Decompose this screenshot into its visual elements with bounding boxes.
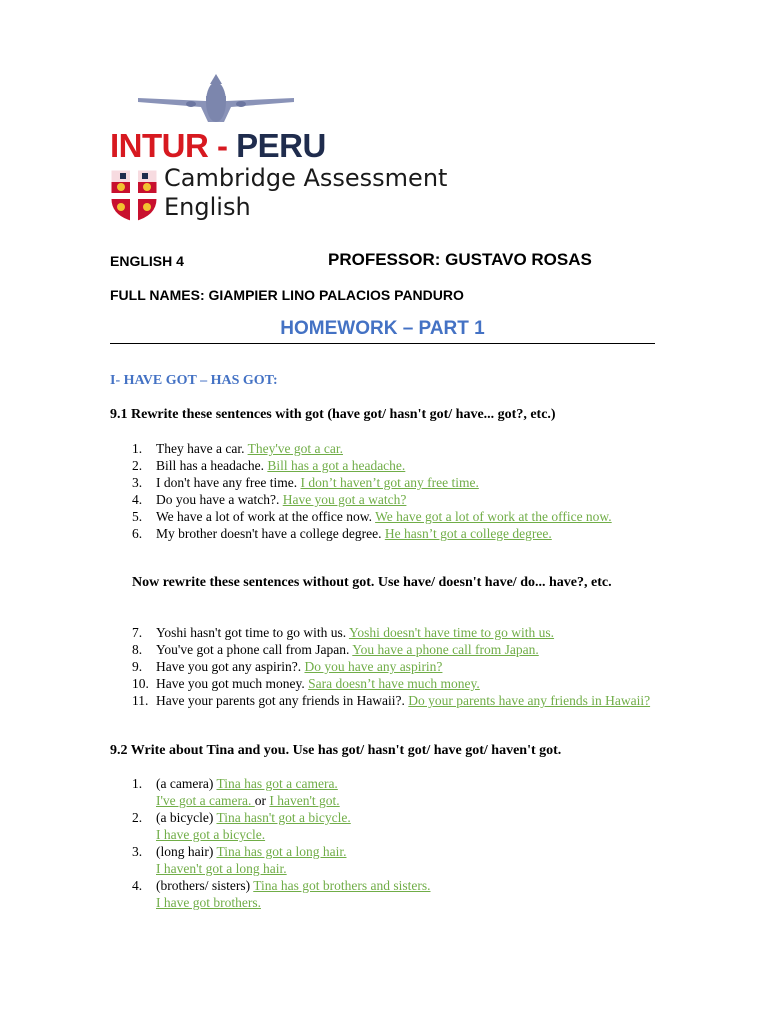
item-number: 10.: [132, 676, 149, 691]
item-answer: Tina has got a long hair.: [216, 844, 347, 859]
list-item: [110, 843, 656, 877]
list-item: [110, 692, 656, 709]
list-item: [110, 491, 656, 508]
item-number: 2.: [132, 458, 143, 473]
item-answer: He hasn’t got a college degree.: [384, 526, 552, 541]
list-item: [110, 525, 656, 542]
item-answer: You have a phone call from Japan.: [352, 642, 539, 657]
item-prompt: I don't have any free time.: [156, 475, 301, 490]
item-prompt: (long hair): [156, 844, 217, 859]
item-prompt: You've got a phone call from Japan.: [156, 642, 353, 657]
list-item: [110, 508, 656, 525]
intur-peru-wordmark: INTUR - PERU: [110, 127, 326, 164]
item-prompt: They have a car.: [156, 441, 248, 456]
item-answer-second: I have got a bicycle.: [156, 827, 266, 842]
item-number: 4.: [132, 878, 143, 893]
divider: [110, 343, 655, 344]
item-answer-second: I've got a camera.: [156, 793, 255, 808]
exercise-list-1: [110, 440, 656, 542]
item-prompt: Have you got much money.: [156, 676, 309, 691]
exercise-list-3: [110, 775, 656, 911]
item-answer: Do your parents have any friends in Hawaii?: [408, 693, 651, 708]
list-item: [110, 877, 656, 911]
item-prompt: Do you have a watch?.: [156, 492, 283, 507]
item-prompt: Yoshi hasn't got time to go with us.: [156, 625, 349, 640]
item-number: 5.: [132, 509, 143, 524]
item-number: 1.: [132, 441, 143, 456]
item-answer: Yoshi doesn't have time to go with us.: [348, 625, 555, 640]
item-answer-second: I haven't got a long hair.: [156, 861, 287, 876]
list-item: [110, 809, 656, 843]
item-prompt: (a camera): [156, 776, 217, 791]
item-answer: Do you have any aspirin?: [304, 659, 443, 674]
student-full-names: FULL NAMES: GIAMPIER LINO PALACIOS PANDURO: [110, 287, 464, 303]
item-answer: Have you got a watch?: [282, 492, 407, 507]
cambridge-wordmark: Cambridge Assessment English: [164, 164, 448, 221]
item-number: 2.: [132, 810, 143, 825]
item-answer: I don’t haven’t got any free time.: [300, 475, 479, 490]
item-answer-alt: I haven't got.: [269, 793, 340, 808]
list-item: [110, 658, 656, 675]
list-item: [110, 675, 656, 692]
course-name: ENGLISH 4: [110, 253, 184, 269]
item-answer: Tina hasn't got a bicycle.: [216, 810, 351, 825]
list-item: [110, 457, 656, 474]
list-item: [110, 641, 656, 658]
list-item: [110, 624, 656, 641]
list-item: [110, 440, 656, 457]
list-item: [110, 474, 656, 491]
item-prompt: My brother doesn't have a college degree.: [156, 526, 385, 541]
item-answer: They've got a car.: [247, 441, 343, 456]
page-title: HOMEWORK – PART 1: [280, 318, 485, 339]
item-prompt: Bill has a headache.: [156, 458, 268, 473]
item-prompt: (a bicycle): [156, 810, 217, 825]
item-number: 1.: [132, 776, 143, 791]
logo: [108, 72, 448, 232]
task-instruction-without-got: Now rewrite these sentences without got. Use have/ doesn't have/ do... have?, etc.: [132, 575, 612, 590]
item-number: 7.: [132, 625, 143, 640]
item-answer: Tina has got a camera.: [216, 776, 338, 791]
cambridge-shield-icon: [110, 169, 158, 223]
item-answer-second: I have got brothers.: [156, 895, 261, 910]
item-number: 3.: [132, 475, 143, 490]
exercise-list-2: [110, 624, 656, 709]
professor-name: PROFESSOR: GUSTAVO ROSAS: [328, 250, 592, 269]
task-instruction-9-2: 9.2 Write about Tina and you. Use has got/ hasn't got/ have got/ haven't got.: [110, 743, 562, 758]
item-prompt: (brothers/ sisters): [156, 878, 254, 893]
item-number: 9.: [132, 659, 143, 674]
item-answer: Tina has got brothers and sisters.: [253, 878, 431, 893]
list-item: [110, 775, 656, 809]
item-number: 11.: [132, 693, 149, 708]
item-number: 3.: [132, 844, 143, 859]
task-instruction-9-1: 9.1 Rewrite these sentences with got (have got/ hasn't got/ have... got?, etc.): [110, 407, 556, 422]
item-answer: We have got a lot of work at the office now.: [375, 509, 612, 524]
item-or: or: [254, 793, 270, 808]
item-answer: Sara doesn’t have much money.: [308, 676, 480, 691]
item-prompt: We have a lot of work at the office now.: [156, 509, 376, 524]
airplane-icon: [136, 74, 296, 124]
section-title: I- HAVE GOT – HAS GOT:: [110, 373, 278, 388]
item-prompt: Have your parents got any friends in Hawaii?.: [156, 693, 409, 708]
item-number: 6.: [132, 526, 143, 541]
item-prompt: Have you got any aspirin?.: [156, 659, 305, 674]
item-number: 4.: [132, 492, 143, 507]
item-number: 8.: [132, 642, 143, 657]
item-answer: Bill has a got a headache.: [267, 458, 406, 473]
